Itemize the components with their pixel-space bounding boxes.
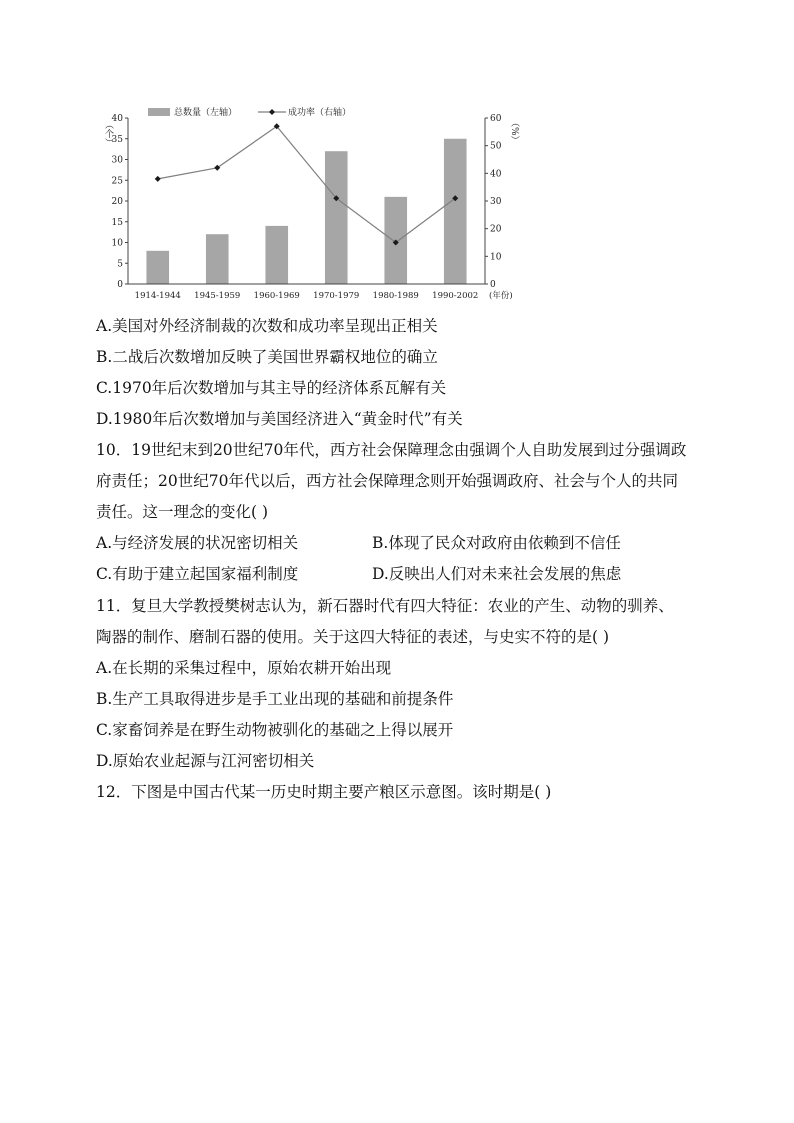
q10-option-a: A.与经济发展的状况密切相关 (96, 534, 299, 552)
right-axis (485, 114, 502, 290)
q11-stem-line-2: 陶器的制作、磨制石器的使用。关于这四大特征的表述，与史实不符的是( ) (96, 628, 610, 646)
left-tick-label: 0 (117, 280, 123, 290)
left-tick-label: 35 (111, 134, 123, 145)
x-axis (135, 290, 513, 301)
right-tick-label: 50 (490, 141, 502, 152)
left-tick-label: 40 (111, 114, 123, 124)
right-tick-label: 10 (490, 252, 502, 263)
left-tick-label: 20 (111, 197, 123, 207)
bar (265, 226, 288, 284)
q11-option-b: B.生产工具取得进步是手工业出现的基础和前提条件 (96, 690, 454, 708)
right-tick-label: 60 (490, 114, 502, 124)
q11-option-d: D.原始农业起源与江河密切相关 (96, 752, 315, 770)
x-tick-label: 1945-1959 (194, 291, 241, 301)
line-series (155, 123, 459, 245)
bar (444, 139, 467, 284)
svg-text:（%）: （%） (509, 118, 519, 145)
legend-marker-icon (269, 109, 275, 115)
line-point (155, 176, 161, 182)
q9-option-b: B.二战后次数增加反映了美国世界霸权地位的确立 (96, 348, 438, 366)
right-tick-label: 0 (490, 280, 496, 290)
legend-line-label: 成功率（右轴） (288, 108, 352, 118)
q11-option-c: C.家畜饲养是在野生动物被驯化的基础之上得以展开 (96, 721, 454, 739)
left-tick-label: 25 (111, 176, 123, 187)
right-tick-label: 30 (490, 197, 502, 207)
legend-bar-swatch (148, 108, 170, 116)
x-tick-label: 1914-1944 (134, 291, 181, 301)
success-rate-line (158, 126, 456, 242)
q12-stem: 12．下图是中国古代某一历史时期主要产粮区示意图。该时期是( ) (96, 783, 552, 801)
left-axis (112, 114, 128, 290)
bar (325, 151, 348, 284)
q11-option-a: A.在长期的采集过程中，原始农耕开始出现 (96, 659, 392, 677)
q10-stem-line-1: 10．19世纪末到20世纪70年代，西方社会保障理念由强调个人自助发展到过分强调政 (96, 441, 687, 459)
right-axis-label (509, 118, 520, 145)
left-tick-label: 15 (111, 217, 123, 228)
legend-bar-label: 总数量（左轴） (174, 108, 238, 118)
bar (206, 234, 229, 284)
x-tick-label: 1980-1989 (372, 291, 419, 301)
left-tick-label: 30 (111, 155, 123, 166)
x-tick-label: 1990-2002 (432, 291, 479, 301)
x-tick-label: 1970-1979 (313, 291, 360, 301)
bar-series (146, 139, 466, 284)
svg-text:（个）: （个） (103, 120, 113, 147)
q9-option-d: D.1980年后次数增加与美国经济进入“黄金时代”有关 (96, 410, 463, 428)
q10-stem-line-2: 府责任；20世纪70年代以后，西方社会保障理念则开始强调政府、社会与个人的共同 (96, 472, 678, 490)
q9-option-a: A.美国对外经济制裁的次数和成功率呈现出正相关 (96, 317, 438, 335)
q9-option-c: C.1970年后次数增加与其主导的经济体系瓦解有关 (96, 379, 447, 397)
q10-option-d: D.反映出人们对未来社会发展的焦虑 (372, 565, 622, 583)
left-tick-label: 10 (111, 238, 123, 249)
x-axis-unit: (年份) (489, 291, 513, 301)
q11-stem-line-1: 11．复旦大学教授樊树志认为，新石器时代有四大特征：农业的产生、动物的驯养、 (96, 597, 674, 615)
sanctions-chart (100, 104, 520, 304)
left-tick-label: 5 (117, 259, 123, 270)
q10-stem-line-3: 责任。这一理念的变化( ) (96, 503, 269, 521)
q10-option-b: B.体现了民众对政府由依赖到不信任 (372, 534, 621, 552)
right-tick-label: 20 (490, 224, 502, 235)
bar (146, 251, 169, 284)
legend (148, 106, 351, 118)
right-tick-label: 40 (490, 169, 502, 180)
x-tick-label: 1960-1969 (253, 291, 300, 301)
q10-option-c: C.有助于建立起国家福利制度 (96, 565, 299, 583)
